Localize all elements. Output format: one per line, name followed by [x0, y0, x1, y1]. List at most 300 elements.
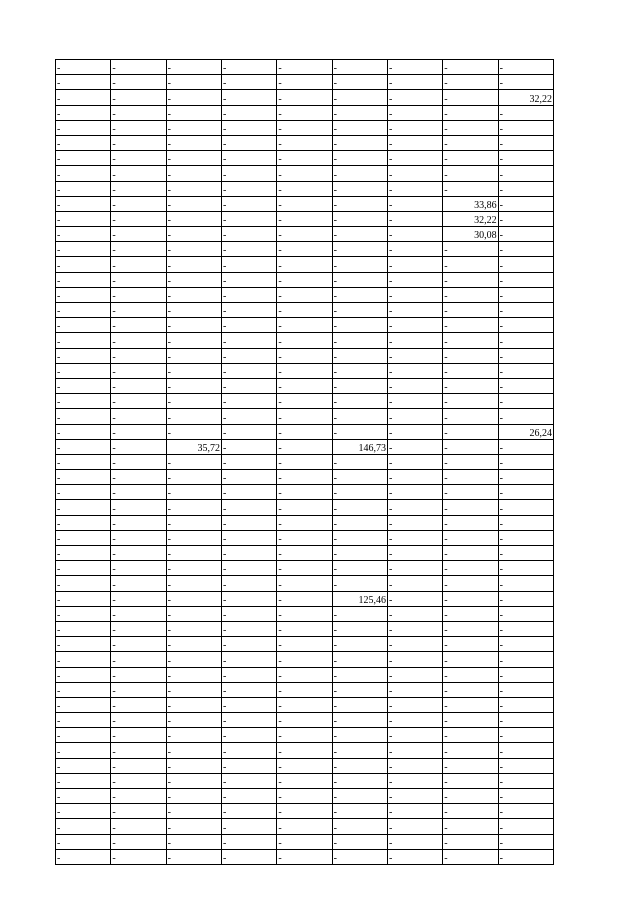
table-cell: - [443, 637, 498, 652]
table-cell: - [332, 227, 387, 242]
table-cell: - [56, 652, 111, 667]
table-cell: - [332, 90, 387, 105]
table-cell: - [277, 120, 332, 135]
table-cell: - [332, 849, 387, 864]
table-cell: - [443, 454, 498, 469]
table-cell: - [387, 743, 442, 758]
table-cell: - [498, 454, 553, 469]
table-cell: - [387, 394, 442, 409]
table-cell: - [111, 409, 166, 424]
table-cell: - [277, 773, 332, 788]
table-cell: - [111, 789, 166, 804]
table-cell: 32,22 [498, 90, 553, 105]
table-cell: - [111, 743, 166, 758]
table-cell: - [332, 682, 387, 697]
table-cell: - [166, 287, 221, 302]
table-cell: - [166, 348, 221, 363]
table-cell: - [498, 667, 553, 682]
table-cell: - [498, 439, 553, 454]
table-cell: - [111, 546, 166, 561]
table-cell: - [221, 697, 276, 712]
table-cell: - [387, 789, 442, 804]
table-cell: - [166, 819, 221, 834]
table-cell: - [332, 181, 387, 196]
table-cell: - [166, 485, 221, 500]
table-cell: - [277, 75, 332, 90]
table-cell: - [56, 758, 111, 773]
table-cell: - [221, 272, 276, 287]
table-cell: - [498, 789, 553, 804]
table-cell: - [387, 697, 442, 712]
table-cell: - [111, 621, 166, 636]
table-cell: - [387, 272, 442, 287]
table-cell: - [387, 804, 442, 819]
table-cell: - [332, 576, 387, 591]
table-cell: - [443, 409, 498, 424]
table-cell: - [443, 515, 498, 530]
table-row [56, 561, 554, 576]
table-cell: - [166, 211, 221, 226]
table-cell: - [166, 621, 221, 636]
table-cell: - [56, 90, 111, 105]
table-cell: - [332, 394, 387, 409]
table-cell: - [111, 530, 166, 545]
table-cell: - [443, 773, 498, 788]
table-cell: - [56, 621, 111, 636]
table-row [56, 227, 554, 242]
table-cell: - [387, 454, 442, 469]
table-cell: - [56, 257, 111, 272]
table-cell: - [498, 576, 553, 591]
table-cell: - [332, 804, 387, 819]
table-cell: - [166, 60, 221, 75]
table-cell: - [332, 652, 387, 667]
table-cell: - [443, 120, 498, 135]
table-cell: - [56, 120, 111, 135]
table-cell: - [498, 485, 553, 500]
table-cell: - [443, 789, 498, 804]
table-cell: - [56, 804, 111, 819]
table-cell: - [166, 470, 221, 485]
table-cell: - [443, 303, 498, 318]
table-cell: - [443, 181, 498, 196]
table-cell: - [111, 758, 166, 773]
table-cell: - [332, 257, 387, 272]
table-cell: - [332, 667, 387, 682]
table-cell: - [332, 789, 387, 804]
table-cell: - [498, 470, 553, 485]
table-cell: - [498, 318, 553, 333]
table-cell: - [111, 804, 166, 819]
table-cell: - [221, 849, 276, 864]
table-cell: - [111, 849, 166, 864]
table-cell: - [498, 363, 553, 378]
table-row [56, 713, 554, 728]
table-cell: - [332, 470, 387, 485]
table-cell: - [498, 773, 553, 788]
table-cell: - [498, 758, 553, 773]
table-cell: - [221, 303, 276, 318]
table-cell: - [111, 515, 166, 530]
table-cell: - [56, 60, 111, 75]
table-cell: - [56, 546, 111, 561]
table-cell: - [498, 227, 553, 242]
table-cell: - [56, 211, 111, 226]
table-row [56, 363, 554, 378]
table-cell: - [498, 257, 553, 272]
table-cell: - [332, 515, 387, 530]
table-cell: - [443, 257, 498, 272]
table-cell: - [443, 804, 498, 819]
table-cell: - [56, 485, 111, 500]
table-row [56, 439, 554, 454]
table-row [56, 424, 554, 439]
table-cell: - [387, 819, 442, 834]
table-cell: - [221, 105, 276, 120]
table-cell: - [332, 773, 387, 788]
table-row [56, 151, 554, 166]
table-cell: 33,86 [443, 196, 498, 211]
table-cell: - [443, 105, 498, 120]
table-row [56, 849, 554, 864]
table-cell: - [443, 561, 498, 576]
table-cell: - [111, 120, 166, 135]
table-cell: - [221, 287, 276, 302]
table-cell: - [277, 621, 332, 636]
table-cell: - [443, 713, 498, 728]
table-cell: - [498, 303, 553, 318]
table-cell: - [56, 697, 111, 712]
table-cell: - [498, 682, 553, 697]
table-cell: - [56, 819, 111, 834]
table-cell: - [56, 287, 111, 302]
table-cell: - [277, 439, 332, 454]
table-cell: - [111, 318, 166, 333]
table-cell: - [56, 394, 111, 409]
table-cell: - [277, 591, 332, 606]
table-cell: - [111, 287, 166, 302]
table-cell: - [111, 667, 166, 682]
table-cell: - [332, 561, 387, 576]
table-cell: - [277, 834, 332, 849]
table-cell: - [277, 135, 332, 150]
table-cell: - [332, 135, 387, 150]
table-row [56, 834, 554, 849]
table-cell: - [332, 211, 387, 226]
table-cell: - [498, 394, 553, 409]
table-cell: - [166, 500, 221, 515]
table-cell: - [111, 591, 166, 606]
table-cell: - [111, 348, 166, 363]
table-cell: - [221, 773, 276, 788]
table-cell: - [221, 500, 276, 515]
table-cell: - [166, 667, 221, 682]
table-cell: - [498, 530, 553, 545]
table-cell: - [443, 470, 498, 485]
table-row [56, 546, 554, 561]
table-cell: - [221, 363, 276, 378]
table-cell: - [332, 333, 387, 348]
table-cell: - [443, 667, 498, 682]
table-cell: - [166, 257, 221, 272]
table-cell: - [221, 621, 276, 636]
table-cell: - [387, 485, 442, 500]
table-cell: - [56, 789, 111, 804]
table-cell: - [387, 576, 442, 591]
table-row [56, 257, 554, 272]
table-cell: - [387, 621, 442, 636]
table-cell: - [332, 454, 387, 469]
table-cell: - [443, 606, 498, 621]
table-cell: - [111, 606, 166, 621]
table-cell: - [166, 849, 221, 864]
table-cell: - [56, 834, 111, 849]
table-cell: - [56, 196, 111, 211]
table-cell: - [387, 561, 442, 576]
table-cell: - [111, 576, 166, 591]
table-cell: - [277, 637, 332, 652]
table-cell: - [166, 743, 221, 758]
table-row [56, 789, 554, 804]
table-row [56, 576, 554, 591]
table-cell: - [498, 272, 553, 287]
table-cell: - [166, 135, 221, 150]
table-cell: - [498, 333, 553, 348]
table-cell: - [332, 500, 387, 515]
table-cell: - [332, 530, 387, 545]
table-cell: - [443, 151, 498, 166]
table-cell: - [56, 151, 111, 166]
table-cell: - [277, 530, 332, 545]
table-cell: - [498, 409, 553, 424]
table-cell: - [277, 789, 332, 804]
table-cell: - [111, 697, 166, 712]
table-cell: - [221, 804, 276, 819]
table-cell: - [498, 135, 553, 150]
table-cell: - [56, 166, 111, 181]
table-row [56, 819, 554, 834]
table-cell: - [498, 606, 553, 621]
table-cell: - [387, 637, 442, 652]
table-cell: - [387, 120, 442, 135]
table-cell: - [443, 242, 498, 257]
table-cell: - [498, 75, 553, 90]
table-cell: - [332, 348, 387, 363]
table-cell: - [387, 242, 442, 257]
table-cell: - [166, 378, 221, 393]
table-cell: - [387, 303, 442, 318]
table-cell: - [56, 515, 111, 530]
table-cell: - [56, 454, 111, 469]
table-cell: - [111, 166, 166, 181]
table-cell: 32,22 [443, 211, 498, 226]
table-cell: - [111, 500, 166, 515]
table-cell: - [111, 470, 166, 485]
table-cell: - [277, 151, 332, 166]
table-cell: 35,72 [166, 439, 221, 454]
table-row [56, 485, 554, 500]
table-cell: - [221, 758, 276, 773]
table-cell: - [221, 789, 276, 804]
table-cell: - [111, 773, 166, 788]
table-cell: - [111, 485, 166, 500]
table-cell: - [277, 90, 332, 105]
table-cell: - [498, 242, 553, 257]
table-cell: - [111, 682, 166, 697]
table-cell: - [332, 378, 387, 393]
table-cell: - [443, 576, 498, 591]
table-cell: - [498, 515, 553, 530]
table-cell: 30,08 [443, 227, 498, 242]
table-cell: - [111, 378, 166, 393]
table-cell: - [221, 378, 276, 393]
table-cell: - [111, 105, 166, 120]
table-cell: - [387, 409, 442, 424]
table-cell: - [221, 546, 276, 561]
table-cell: - [56, 272, 111, 287]
table-row [56, 196, 554, 211]
table-cell: - [111, 728, 166, 743]
table-row [56, 394, 554, 409]
table-cell: - [277, 682, 332, 697]
table-cell: - [387, 318, 442, 333]
table-cell: - [277, 713, 332, 728]
table-cell: - [443, 135, 498, 150]
table-cell: - [166, 424, 221, 439]
table-row [56, 90, 554, 105]
table-cell: - [332, 758, 387, 773]
table-cell: - [166, 530, 221, 545]
table-cell: - [332, 713, 387, 728]
table-row [56, 758, 554, 773]
table-row [56, 500, 554, 515]
table-cell: - [111, 151, 166, 166]
table-cell: - [56, 470, 111, 485]
table-cell: - [498, 151, 553, 166]
table-cell: - [166, 151, 221, 166]
table-cell: - [277, 196, 332, 211]
table-cell: - [443, 348, 498, 363]
table-cell: - [221, 211, 276, 226]
table-cell: - [166, 561, 221, 576]
table-cell: - [221, 196, 276, 211]
table-cell: - [387, 75, 442, 90]
table-cell: - [221, 348, 276, 363]
table-cell: - [498, 819, 553, 834]
table-cell: - [443, 439, 498, 454]
table-cell: - [56, 743, 111, 758]
table-cell: - [166, 682, 221, 697]
table-row [56, 530, 554, 545]
table-cell: - [443, 682, 498, 697]
table-cell: - [111, 227, 166, 242]
table-cell: - [166, 303, 221, 318]
table-cell: - [221, 257, 276, 272]
table-cell: - [111, 652, 166, 667]
table-cell: - [443, 485, 498, 500]
table-cell: - [443, 378, 498, 393]
table-cell: - [332, 485, 387, 500]
table-cell: - [387, 530, 442, 545]
table-cell: - [387, 166, 442, 181]
table-cell: - [332, 363, 387, 378]
table-row [56, 166, 554, 181]
table-cell: 146,73 [332, 439, 387, 454]
table-cell: - [443, 743, 498, 758]
table-cell: - [443, 546, 498, 561]
table-cell: - [56, 181, 111, 196]
table-cell: - [443, 591, 498, 606]
table-cell: - [332, 697, 387, 712]
table-cell: - [498, 637, 553, 652]
table-cell: - [498, 120, 553, 135]
table-cell: - [498, 561, 553, 576]
table-cell: - [443, 318, 498, 333]
data-table [55, 59, 554, 865]
table-cell: - [498, 591, 553, 606]
table-body [56, 60, 554, 865]
table-cell: - [387, 546, 442, 561]
table-cell: - [111, 834, 166, 849]
table-cell: - [277, 257, 332, 272]
table-cell: - [277, 728, 332, 743]
table-cell: - [332, 546, 387, 561]
table-cell: - [111, 424, 166, 439]
table-cell: - [443, 75, 498, 90]
table-cell: - [277, 819, 332, 834]
table-cell: - [498, 728, 553, 743]
table-cell: - [277, 546, 332, 561]
table-cell: - [498, 60, 553, 75]
table-cell: - [277, 242, 332, 257]
table-cell: - [221, 652, 276, 667]
table-row [56, 697, 554, 712]
table-cell: - [111, 439, 166, 454]
table-cell: - [332, 728, 387, 743]
table-cell: - [332, 272, 387, 287]
table-cell: - [166, 713, 221, 728]
table-cell: - [498, 348, 553, 363]
table-cell: - [56, 105, 111, 120]
table-row [56, 667, 554, 682]
table-cell: - [277, 652, 332, 667]
table-cell: - [387, 728, 442, 743]
table-cell: - [56, 348, 111, 363]
table-cell: - [221, 227, 276, 242]
table-cell: - [277, 272, 332, 287]
table-cell: - [277, 287, 332, 302]
table-cell: 125,46 [332, 591, 387, 606]
table-cell: - [221, 439, 276, 454]
table-cell: - [277, 849, 332, 864]
table-cell: - [443, 652, 498, 667]
table-cell: - [166, 227, 221, 242]
table-cell: - [387, 90, 442, 105]
table-cell: - [166, 333, 221, 348]
table-cell: - [221, 576, 276, 591]
table-cell: - [332, 424, 387, 439]
table-row [56, 75, 554, 90]
table-cell: - [56, 530, 111, 545]
table-cell: - [387, 591, 442, 606]
table-cell: - [111, 303, 166, 318]
table-cell: - [387, 758, 442, 773]
table-row [56, 591, 554, 606]
table-cell: - [166, 181, 221, 196]
table-row [56, 743, 554, 758]
table-cell: - [277, 211, 332, 226]
table-cell: - [387, 257, 442, 272]
